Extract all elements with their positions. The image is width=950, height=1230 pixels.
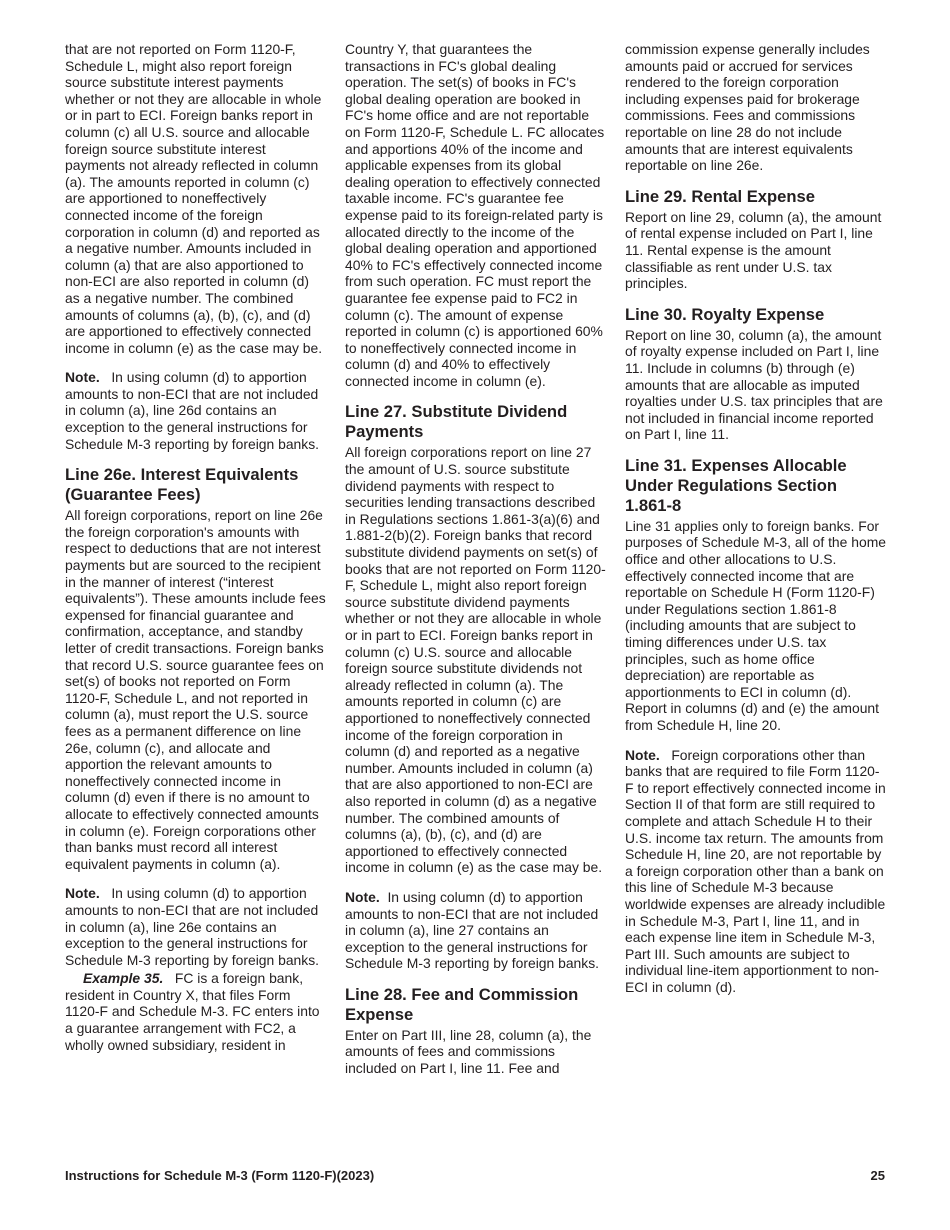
paragraph-continuation: Country Y, that guarantees the transactions in FC's global dealing operation. The set(s) of books in FC's global dealing operation are booked in FC's home office and are not reportable on Form 1120-F, Schedule L. FC allocates and apportions 40% of the income and applicable expenses from its global dealing operation to effectively connected taxable income. FC's guarantee fee expense paid to its foreign-related party is allocated directly to the income of the global dealing operation and apportioned 40% to FC's effectively connected income from such operation. FC must report the guarantee fee expense paid to FC2 in column (c). The amount of expense reported in column (c) is apportioned 60% to noneffectively connected income in column (d) and 40% to effectively connected income in column (e). [345, 41, 605, 389]
paragraph-line-26e: All foreign corporations, report on line 26e the foreign corporation's amounts with respect to deductions that are not interest payments but are sourced to the recipient in the manner of interest (“interest equivalents”). These amounts include fees expensed for financial guarantee and confirmation, acceptance, and standby letter of credit transactions. Foreign banks that record U.S. source guarantee fees on set(s) of books not reported on Form 1120-F, Schedule L, and not reported in column (a), must report the U.S. source fees as a permanent difference on line 26e, column (c), and allocate and apportion the relevant amounts to noneffectively connected income in column (d) even if there is no amount to allocate to effectively connected amounts in column (e). Foreign corporations other than banks must record all interest equivalent payments in column (a). [65, 507, 326, 872]
heading-line-30: Line 30. Royalty Expense [625, 304, 825, 324]
note-26e [65, 885, 327, 968]
note-31 [625, 747, 887, 996]
column-right [625, 41, 887, 1009]
note-label: Note. [625, 746, 660, 763]
example-text: FC is a foreign bank, resident in Country X, that files Form 1120-F and Schedule M-3. FC enters into a guarantee arrangement with FC2, a wholly owned subsidiary, resident in [65, 970, 320, 1053]
note-26d [65, 369, 327, 452]
heading-line-26e: Line 26e. Interest Equivalents (Guarantee Fees) [65, 465, 299, 505]
note-text: Foreign corporations other than banks that are required to file Form 1120-F to report effectively connected income in Section II of that form are still required to complete and attach Schedule H to their U.S. income tax return. The amounts from Schedule H, line 20, are not reportable by a foreign corporation other than a bank on this line of Schedule M-3 because worldwide expenses are already includible in Schedule M-3, Part I, line 11, and in each expense line item in Schedule M-3, Part III. Such amounts are subject to individual line-item apportionment to non-ECI in column (d). [625, 746, 886, 995]
note-text: In using column (d) to apportion amounts to non-ECI that are not included in column (a), line 27 contains an exception to the general instructions for Schedule M-3 reporting by foreign banks. [345, 888, 600, 972]
paragraph-line-28: Enter on Part III, line 28, column (a), the amounts of fees and commissions included on Part I, line 11. Fee and [345, 1026, 592, 1077]
note-text: In using column (d) to apportion amounts to non-ECI that are not included in column (a), line 26e contains an exception to the general instructions for Schedule M-3 reporting by foreign banks. [65, 885, 320, 968]
heading-line-27: Line 27. Substitute Dividend Payments [345, 402, 568, 442]
paragraph-line-27: All foreign corporations report on line 27 the amount of U.S. source substitute dividend payments with respect to securities lending transactions described in Regulations sections 1.861-3(a)(6) and 1.881-2(b)(2). Foreign banks that record substitute dividend payments on set(s) of books that are not reported on Form 1120-F, Schedule L, might also report foreign source substitute dividend payments whether or not they are allocable in whole or in part to ECI. Foreign banks report in column (c) U.S. source and allocable foreign source substitute dividends not already reflected in column (a). The amounts reported in column (c) are apportioned to noneffectively connected income of the foreign corporation in column (d) and reported as a negative number. Amounts included in column (a) that are also apportioned to non-ECI are also reported in column (d) as a negative number. The combined amounts of columns (a), (b), (c), and (d) are apportioned to effectively connected income in column (e) as the case may be. [345, 444, 606, 876]
note-text: In using column (d) to apportion amounts to non-ECI that are not included in column (a), line 26d contains an exception to the general instructions for Schedule M-3 reporting by foreign banks. [65, 369, 320, 452]
paragraph-continuation: commission expense generally includes amounts paid or accrued for services rendered to the foreign corporation including expenses paid for brokerage commissions. Fees and commissions reportable on line 28 do not include amounts that are interest equivalents reportable on line 26e. [625, 41, 870, 174]
note-label: Note. [65, 885, 100, 902]
note-27 [345, 889, 607, 972]
paragraph-continuation: that are not reported on Form 1120-F, Schedule L, might also report foreign source substitute interest payments whether or not they are allocable in whole or in part to ECI. Foreign banks report in column (c) all U.S. source and allocable foreign source substitute interest payments not already reflected in column (a). The amounts reported in column (c) are apportioned to noneffectively connected income of the foreign corporation in column (d) and reported as a negative number. Amounts included in column (a) that are also apportioned to non-ECI are also reported in column (d) as a negative number. The combined amounts of columns (a), (b), (c), and (d) are apportioned to effectively connected income in column (e) as the case may be. [65, 41, 323, 356]
example-35 [65, 970, 327, 1053]
note-label: Note. [345, 888, 380, 905]
heading-line-31: Line 31. Expenses Allocable Under Regulations Section 1.861-8 [625, 455, 847, 515]
footer-title: Instructions for Schedule M-3 (Form 1120-F)(2023) [65, 1168, 375, 1183]
column-middle [345, 41, 607, 1090]
example-label: Example 35. [83, 970, 164, 987]
note-label: Note. [65, 369, 100, 386]
heading-line-29: Line 29. Rental Expense [625, 186, 815, 206]
paragraph-line-29: Report on line 29, column (a), the amount of rental expense included on Part I, line 11. Rental expense is the amount classifiable as rent under U.S. tax principles. [625, 208, 882, 292]
column-left [65, 41, 327, 1066]
paragraph-line-30: Report on line 30, column (a), the amount of royalty expense included on Part I, line 11. Include in columns (b) through (e) amounts that are allocable as imputed royalties under U.S. tax principles that are not included in financial income reported on Part I, line 11. [625, 326, 883, 443]
page-number: 25 [870, 1168, 885, 1183]
heading-line-28: Line 28. Fee and Commission Expense [345, 984, 579, 1024]
paragraph-line-31: Line 31 applies only to foreign banks. For purposes of Schedule M-3, all of the home office and other allocations to U.S. effectively connected income that are reportable on Schedule H (Form 1120-F) under Regulations section 1.861-8 (including amounts that are subject to timing differences under U.S. tax principles, such as home office depreciation) are reportable as apportionments to ECI in column (d). Report in columns (d) and (e) the amount from Schedule H, line 20. [625, 517, 886, 733]
